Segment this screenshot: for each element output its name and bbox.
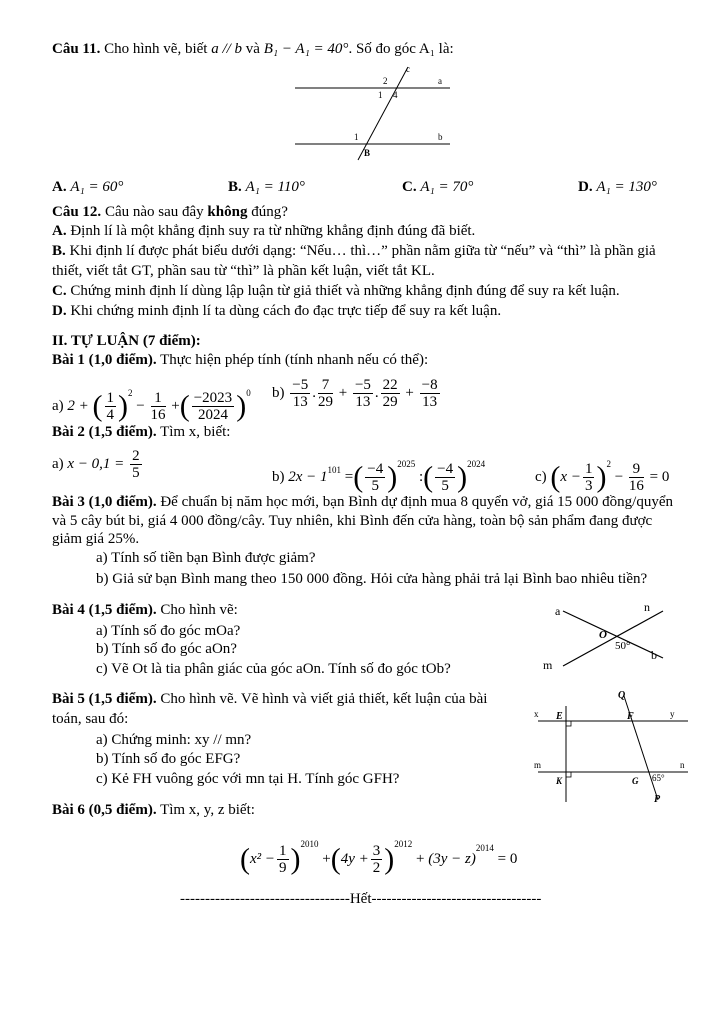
operator: . <box>312 385 316 401</box>
denominator: 16 <box>628 478 644 495</box>
bai6-label: Bài 6 (0,5 điểm). <box>52 802 157 818</box>
exponent: 2 <box>606 459 611 469</box>
bai1-b <box>272 373 442 413</box>
fraction <box>105 390 117 423</box>
option-key: D. <box>52 303 67 319</box>
denominator: 5 <box>441 478 449 495</box>
fraction <box>290 377 310 410</box>
bai4-label: Bài 4 (1,5 điểm). <box>52 602 157 618</box>
bai5-figure <box>528 688 693 806</box>
q11-figure <box>290 62 460 162</box>
numerator: −4 <box>367 461 384 478</box>
bai4-label-m: m <box>543 658 553 672</box>
bai5-label: Bài 5 (1,5 điểm). <box>52 691 157 707</box>
bai3-a: a) Tính số tiền bạn Bình được giảm? <box>96 550 316 566</box>
bai5-b: b) Tính số đo góc EFG? <box>96 751 241 767</box>
q11-option-a <box>52 178 123 196</box>
bai4-c: c) Vẽ Ot là tia phân giác của góc aOn. Tính số đo góc tOb? <box>96 661 451 677</box>
operator: + <box>338 385 348 401</box>
paren: ) <box>596 460 607 494</box>
bai5-a: a) Chứng minh: xy // mn? <box>96 732 252 748</box>
q11-text: Cho hình vẽ, biết <box>104 41 208 57</box>
fraction <box>151 390 166 423</box>
exponent: 2 <box>128 388 133 398</box>
operator: = <box>344 469 354 485</box>
paren: ) <box>236 389 247 423</box>
option-key: D. <box>578 179 593 195</box>
bai5-label-m: m <box>534 760 542 770</box>
bai5-line1 <box>52 690 487 708</box>
q11-label: Câu 11. <box>52 41 101 57</box>
q11-cond1: a // b <box>211 41 243 57</box>
bai4-text: Cho hình vẽ: <box>160 602 238 618</box>
denominator: 2024 <box>197 407 228 424</box>
lhs: 2x − 1 <box>288 469 328 485</box>
fraction <box>629 461 644 494</box>
bai3-line2: và 5 cây bút bi, giá 4 000 đồng/cây. Tuy nhiên, khi Bình đến cửa hàng, toàn bộ sản phẩm đang được <box>52 513 653 529</box>
bai4-a: a) Tính số đo góc mOa? <box>96 623 241 639</box>
bai1-stem <box>52 351 428 369</box>
numerator: 1 <box>279 843 287 860</box>
bai5-c: c) Kẻ FH vuông góc với mn tại H. Tính góc GFH? <box>96 771 400 787</box>
option-text: Chứng minh định lí dùng lập luận từ giả thiết và những khẳng định đúng để suy ra kết luận. <box>70 283 620 299</box>
term: (3y − z) <box>428 851 476 867</box>
q12-text-a: Câu nào sau đây <box>104 204 204 220</box>
bai6-stem <box>52 801 255 819</box>
fraction <box>583 461 595 494</box>
paren: ( <box>353 460 364 494</box>
item-key: a) <box>52 398 64 414</box>
fraction <box>318 377 333 410</box>
exponent: 0 <box>246 388 251 398</box>
bai5-line2: toán, sau đó: <box>52 711 129 727</box>
q11-option-b <box>228 178 305 196</box>
option-key: B. <box>52 243 66 259</box>
numerator: 1 <box>151 390 166 407</box>
paren: ) <box>290 842 301 876</box>
item-key: a) <box>52 456 64 472</box>
operator: . <box>374 385 379 401</box>
numerator: −8 <box>421 377 438 394</box>
q11-and: và <box>245 41 260 57</box>
bai2-stem <box>52 423 230 441</box>
denominator: 13 <box>355 394 371 411</box>
bai1-text: Thực hiện phép tính (tính nhanh nếu có thể): <box>160 352 429 368</box>
fraction <box>371 843 383 876</box>
bai2-text: Tìm x, biết: <box>160 424 231 440</box>
q11-label-b: b <box>438 132 443 142</box>
bai4-figure <box>535 598 675 678</box>
bai3-line1 <box>52 493 673 511</box>
option-value: A₁ = 60° <box>70 179 124 195</box>
numerator: −4 <box>437 461 454 478</box>
operator: + <box>405 385 414 401</box>
lhs: x − 0,1 = <box>67 456 125 472</box>
q11-label-1t: 1 <box>378 90 383 100</box>
bai4-stem <box>52 601 238 619</box>
denominator: 3 <box>584 478 593 495</box>
section-title: II. TỰ LUẬN (7 điểm): <box>52 333 201 349</box>
numerator: 2 <box>132 448 140 465</box>
operator: : <box>418 469 424 485</box>
q11-label-4: 4 <box>393 90 398 100</box>
bai5-label-Q: Q <box>618 690 626 701</box>
fraction <box>277 843 289 876</box>
exponent: 2010 <box>300 839 319 849</box>
option-key: A. <box>52 179 67 195</box>
paren: ( <box>423 460 434 494</box>
operator: + <box>171 398 180 414</box>
term: x² − <box>250 851 276 867</box>
exponent: 2014 <box>475 843 494 853</box>
bai4-label-n: n <box>644 600 650 614</box>
option-key: C. <box>52 283 67 299</box>
operator: = 0 <box>649 469 670 485</box>
paren: ( <box>92 389 103 423</box>
fraction <box>435 461 455 494</box>
term: 2 + <box>67 398 89 414</box>
numerator: −5 <box>292 377 309 394</box>
bai5-label-F: F <box>627 711 634 722</box>
operator: − <box>614 469 624 485</box>
option-key: C. <box>402 179 417 195</box>
term: 4y + <box>340 851 369 867</box>
q11-option-c <box>402 178 473 196</box>
denominator: 5 <box>371 478 379 495</box>
numerator: 1 <box>584 461 593 478</box>
q11-ask: . Số đo góc A₁ là: <box>348 41 454 57</box>
operator: + <box>322 851 331 867</box>
bai5-text: Cho hình vẽ. Vẽ hình và viết giả thiết, kết luận của bài <box>160 691 488 707</box>
q11-label-2: 2 <box>383 76 388 86</box>
fraction <box>192 390 234 423</box>
option-text: Khi định lí được phát biểu dưới dạng: “Nếu… thì…” phần nằm giữa từ “nếu” và “thì” là phần giả <box>69 243 656 259</box>
exponent: 2025 <box>397 459 416 469</box>
bai5-label-K: K <box>556 776 563 786</box>
option-value: A₁ = 70° <box>420 179 474 195</box>
numerator: 7 <box>318 377 333 394</box>
denominator: 29 <box>382 394 398 411</box>
bai3-label: Bài 3 (1,0 điểm). <box>52 494 157 510</box>
q11-label-a: a <box>438 76 442 86</box>
q12-text-b: đúng? <box>251 204 288 220</box>
numerator: −2023 <box>193 390 233 407</box>
bai5-angle: 65° <box>652 773 665 783</box>
bai5-label-G: G <box>632 776 639 786</box>
denominator: 9 <box>279 860 287 877</box>
bai4-angle: 50° <box>615 640 631 652</box>
fraction <box>381 377 400 410</box>
bai5-label-n: n <box>680 760 685 770</box>
denominator: 16 <box>150 407 166 424</box>
denominator: 5 <box>132 465 140 482</box>
bai3-b: b) Giả sử bạn Bình mang theo 150 000 đồng. Hỏi cửa hàng phải trả lại Bình bao nhiêu tiền? <box>96 571 648 587</box>
bai4-label-b: b <box>651 648 657 662</box>
bai6-text: Tìm x, y, z biết: <box>160 802 255 818</box>
bai5-label-x: x <box>534 709 539 719</box>
q12-stem <box>52 203 288 221</box>
denominator: 13 <box>422 394 438 411</box>
q12-option-d <box>52 302 501 320</box>
paren: ( <box>240 842 250 876</box>
paren: ) <box>387 460 398 494</box>
paren: ( <box>330 842 341 876</box>
bai2-a <box>52 444 144 484</box>
paren: ) <box>457 460 468 494</box>
q11-label-c: c <box>406 64 410 74</box>
operator: = 0 <box>497 851 518 867</box>
operator: + <box>416 851 425 867</box>
fraction <box>353 377 373 410</box>
paren: ) <box>384 842 395 876</box>
item-key: c) <box>535 469 547 485</box>
q12-label: Câu 12. <box>52 204 102 220</box>
bai5-label-E: E <box>556 711 563 722</box>
denominator: 2 <box>372 860 381 877</box>
bai2-b <box>272 444 485 497</box>
fraction <box>420 377 440 410</box>
q12-option-b <box>52 242 656 260</box>
exponent: 2024 <box>467 459 486 469</box>
numerator: −5 <box>354 377 371 394</box>
bai5-label-y: y <box>670 709 675 719</box>
denominator: 4 <box>106 407 115 424</box>
paren: ( <box>550 460 561 494</box>
bai4-b: b) Tính số đo góc aOn? <box>96 641 237 657</box>
exponent: 2012 <box>394 839 413 849</box>
q11-option-d <box>578 178 657 196</box>
item-key: b) <box>272 385 285 401</box>
option-value: A₁ = 130° <box>596 179 657 195</box>
option-text: Khi chứng minh định lí ta dùng cách đo đạc trực tiếp để suy ra kết luận. <box>70 303 502 319</box>
numerator: 1 <box>106 390 115 407</box>
bai6-equation <box>240 822 517 881</box>
q12-option-b-cont: thiết, viết tắt GT, phần sau từ “thì” là phần kết luận, viết tắt KL. <box>52 263 435 279</box>
fraction <box>130 448 142 481</box>
denominator: 13 <box>292 394 308 411</box>
bai3-text: Để chuẩn bị năm học mới, bạn Bình dự định mua 8 quyển vở, giá 15 000 đồng/quyển <box>160 494 673 510</box>
item-key: b) <box>272 469 285 485</box>
operator: − <box>136 398 145 414</box>
exponent: 101 <box>327 465 342 475</box>
paren: ( <box>179 389 190 423</box>
bai3-line3: giảm giá 25%. <box>52 531 140 547</box>
q11-label-1b: 1 <box>354 132 359 142</box>
bai4-label-O: O <box>599 629 607 641</box>
bai2-c <box>535 444 669 497</box>
end-marker: ----------------------------------Hết---------------------------------- <box>180 891 542 907</box>
denominator: 29 <box>317 394 333 411</box>
fraction <box>365 461 385 494</box>
q12-text-bold: không <box>207 204 248 220</box>
bai1-a <box>52 373 251 426</box>
option-key: A. <box>52 223 67 239</box>
numerator: 22 <box>382 377 398 394</box>
bai1-label: Bài 1 (1,0 điểm). <box>52 352 157 368</box>
term: x − <box>560 469 581 485</box>
option-key: B. <box>228 179 242 195</box>
q12-option-c <box>52 282 620 300</box>
q11-cond2: B₁ − A₁ = 40° <box>263 41 349 57</box>
numerator: 9 <box>629 461 644 478</box>
option-value: A₁ = 110° <box>245 179 305 195</box>
numerator: 3 <box>372 843 381 860</box>
bai2-label: Bài 2 (1,5 điểm). <box>52 424 157 440</box>
bai4-label-a: a <box>555 604 561 618</box>
q12-option-a <box>52 222 475 240</box>
paren: ) <box>118 389 129 423</box>
option-text: Định lí là một khẳng định suy ra từ những khẳng định đúng đã biết. <box>70 223 476 239</box>
q11-stem <box>52 40 454 58</box>
bai5-label-P: P <box>654 794 661 805</box>
q11-label-B: B <box>364 148 371 158</box>
